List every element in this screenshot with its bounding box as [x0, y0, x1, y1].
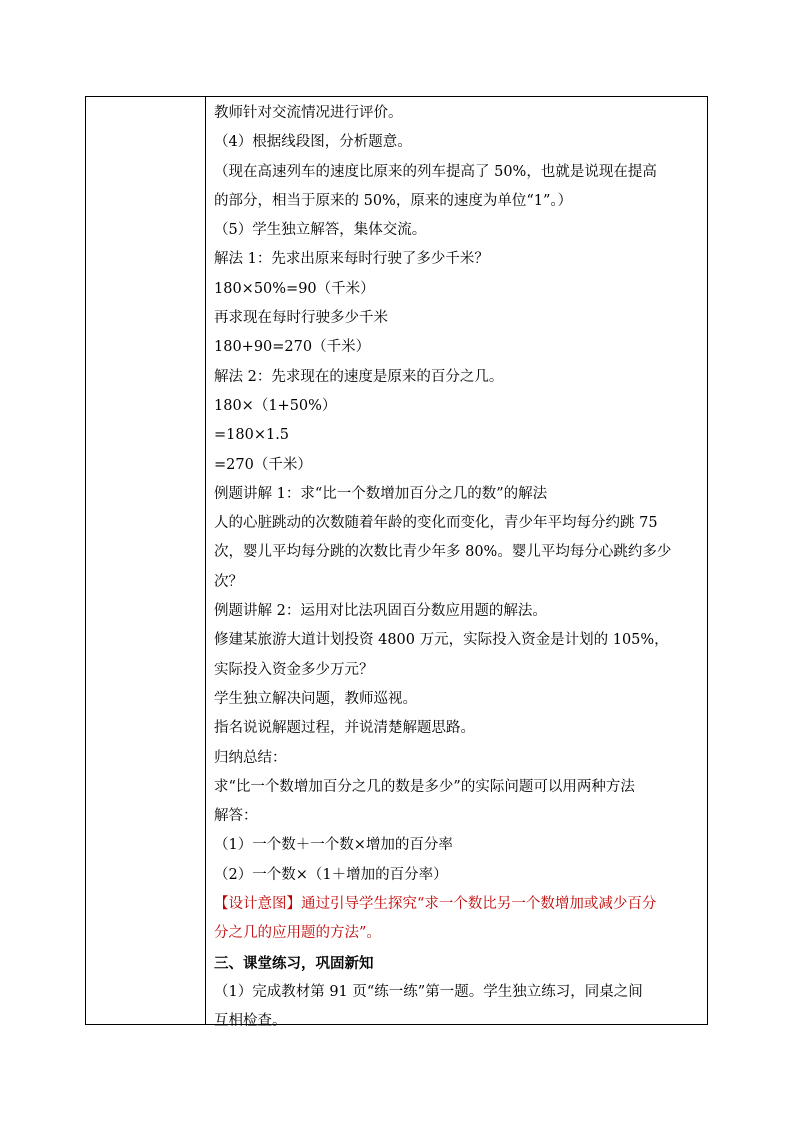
section-heading: 三、课堂练习，巩固新知 — [214, 954, 374, 972]
text-line-2: （4）根据线段图，分析题意。 — [214, 134, 412, 151]
text-line-3: （现在高速列车的速度比原来的列车提高了 50%，也就是说现在提高 — [214, 163, 657, 180]
text-line-12: =180×1.5 — [214, 427, 290, 444]
text-line-27: （2）一个数×（1＋增加的百分率） — [214, 866, 448, 883]
table-left-cell — [86, 97, 206, 1024]
text-line-7: 180×50%=90（千米） — [214, 280, 375, 297]
text-line-15: 人的心脏跳动的次数随着年龄的变化而变化，青少年平均每分约跳 75 — [214, 515, 658, 532]
text-line-19: 修建某旅游大道计划投资 4800 万元，实际投入资金是计划的 105%， — [214, 632, 669, 649]
text-line-9: 180+90=270（千米） — [214, 339, 371, 356]
text-line-24: 求“比一个数增加百分之几的数是多少”的实际问题可以用两种方法 — [214, 778, 635, 795]
text-line-11: 180×（1+50%） — [214, 397, 337, 414]
text-line-10: 解法 2：先求现在的速度是原来的百分之几。 — [214, 368, 504, 385]
design-intent-line-2: 分之几的应用题的方法”。 — [214, 925, 381, 942]
text-line-20: 实际投入资金多少万元？ — [214, 661, 374, 678]
text-line-14: 例题讲解 1：求“比一个数增加百分之几的数”的解法 — [214, 485, 548, 502]
text-line-4: 的部分，相当于原来的 50%，原来的速度为单位“1”。） — [214, 192, 573, 209]
text-line-8: 再求现在每时行驶多少千米 — [214, 310, 388, 327]
text-line-26: （1）一个数＋一个数×增加的百分率 — [214, 837, 453, 854]
text-line-23: 归纳总结： — [214, 749, 287, 766]
text-line-17: 次？ — [214, 573, 243, 590]
text-line-25: 解答： — [214, 808, 258, 825]
table-right-cell — [214, 99, 704, 1037]
text-line-16: 次，婴儿平均每分跳的次数比青少年多 80%。婴儿平均每分心跳约多少 — [214, 544, 672, 561]
text-line-13: =270（千米） — [214, 456, 312, 473]
text-line-21: 学生独立解决问题，教师巡视。 — [214, 690, 417, 707]
design-intent-line-1: 【设计意图】通过引导学生探究“求一个数比另一个数增加或减少百分 — [214, 896, 657, 913]
text-line-5: （5）学生独立解答，集体交流。 — [214, 222, 427, 239]
text-line-22: 指名说说解题过程，并说清楚解题思路。 — [214, 720, 475, 737]
text-line-1: 教师针对交流情况进行评价。 — [214, 105, 403, 121]
text-line-18: 例题讲解 2：运用对比法巩固百分数应用题的解法。 — [214, 603, 547, 620]
text-line-32: 互相检查。 — [214, 1013, 287, 1030]
text-line-31: （1）完成教材第 91 页“练一练”第一题。学生独立练习，同桌之间 — [214, 983, 643, 1000]
lesson-table — [85, 96, 708, 1030]
text-line-6: 解法 1：先求出原来每时行驶了多少千米？ — [214, 251, 489, 268]
